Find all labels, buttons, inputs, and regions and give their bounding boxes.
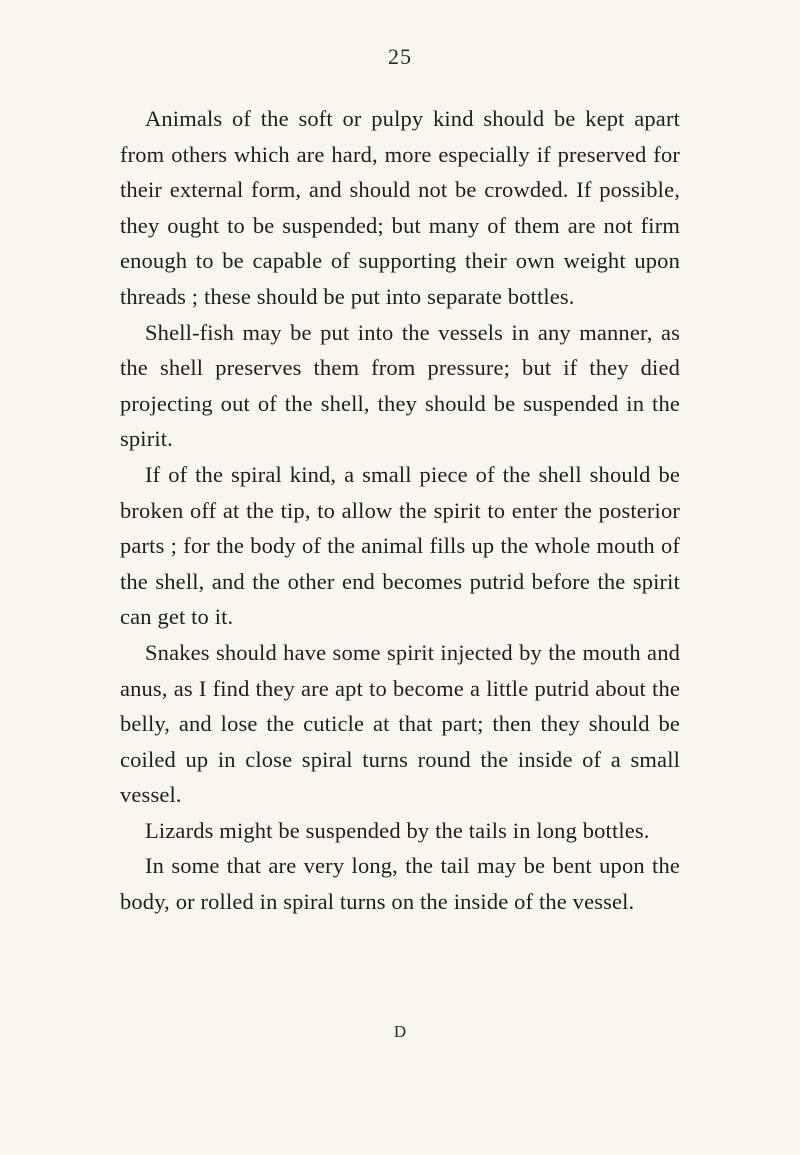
paragraph-lizards: Lizards might be suspended by the tails in long bottles. (145, 817, 650, 843)
paragraph-shell-fish: Shell-fish may be put into the vessels in any manner, as the shell preserves them from pressure; but if they died projecting out of the shell, they should be suspended in the spirit. (120, 319, 680, 452)
body-text (120, 101, 680, 920)
paragraph-spiral-shells: If of the spiral kind, a small piece of the shell should be broken off at the tip, to allow the spirit to enter the posterior parts ; for the body of the animal fills up the whole mouth of the shell, and the other end becomes putrid before the spirit can get to it. (120, 461, 680, 630)
paragraph-soft-animals: Animals of the soft or pulpy kind should be kept apart from others which are hard, more especially if preserved for their external form, and should not be crowded. If possible, they ought to be suspended; but many of them are not firm enough to be capable of supporting their own weight upon threads ; these should be put into separate bottles. (120, 106, 680, 309)
page-number: 25 (388, 44, 412, 69)
signature-mark: D (393, 1022, 407, 1041)
paragraph-snakes: Snakes should have some spirit injected by the mouth and anus, as I find they are apt to become a little putrid about the belly, and lose the cuticle at that part; then they should be coiled up in close spiral turns round the inside of a small vessel. (120, 639, 680, 808)
paragraph-long-lizards: In some that are very long, the tail may be bent upon the body, or rolled in spiral turns on the inside of the vessel. (120, 853, 680, 915)
